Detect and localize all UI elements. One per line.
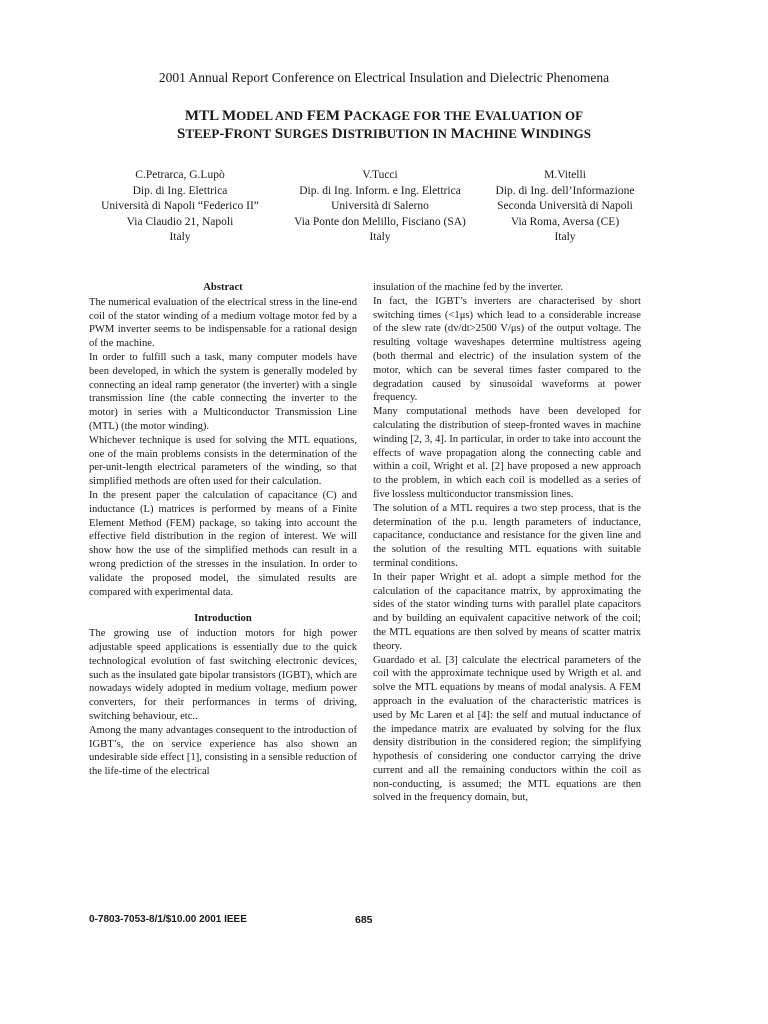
author-1 xyxy=(80,168,280,246)
author-address: Via Roma, Aversa (CE) xyxy=(510,215,620,228)
title-text: ISTRIBUTION IN xyxy=(342,126,447,141)
author-country: Italy xyxy=(169,231,191,244)
abstract-paragraph: Whichever technique is used for solving the MTL equations, one of the main problems consists in the determination of the per-unit-length electrical parameters of the winding, so that simplified methods are often used for their calculation. xyxy=(89,434,357,488)
introduction-heading: Introduction xyxy=(194,613,252,625)
body-paragraph: insulation of the machine fed by the inverter. xyxy=(373,282,564,293)
title-text: M xyxy=(446,126,465,142)
right-column xyxy=(373,281,641,805)
author-2 xyxy=(280,168,480,246)
author-country: Italy xyxy=(369,231,391,244)
abstract-paragraph: In the present paper the calculation of capacitance (C) and inductance (L) matrices is performed by means of a Finite Element Method (FEM) package, so taking into account the effective field distribution in the region of interest. We will show how the use of the simplified methods can result in a wrong prediction of the stresses in the insulation. In order to validate the proposed model, the simulated results are compared with experimental data. xyxy=(89,489,357,598)
body-paragraph: In fact, the IGBT’s inverters are characterised by short switching times (<1μs) which lead to a considerable increase of the slew rate (dv/dt>2500 V/μs) of the output voltage. The resulting voltage waveshapes determine multistress ageing (both thermal and electric) of the insulation system of the motor, which can be several times faster compared to the degradation caused by sinusoidal waveforms at power frequency. xyxy=(373,295,641,404)
title-text: MTL M xyxy=(184,108,237,124)
abstract-paragraph: The numerical evaluation of the electrical stress in the line-end coil of the stator winding of a medium voltage motor fed by a PWM inverter seems to be indispensable for a rational design of the machine. xyxy=(89,296,357,350)
abstract-paragraph: In order to fulfill such a task, many computer models have been developed, in which the system is generally modeled by connecting an ideal ramp generator (the inverter) with a single transmission line (the cable connecting the inverter to the motor) in series with a Multiconductor Transmission Line (MTL) (the motor winding). xyxy=(89,351,357,432)
author-affiliation: Università di Salerno xyxy=(331,200,429,213)
author-affiliation: Dip. di Ing. Elettrica xyxy=(132,184,228,197)
author-name: M.Vitelli xyxy=(544,169,586,181)
page-number: 685 xyxy=(355,914,373,926)
title-text: ACHINE xyxy=(464,126,517,141)
body-paragraph: Guardado et al. [3] calculate the electrical parameters of the coil with the approximate technique used by Wrigth et al. and solve the MTL equations by means of modal analysis. A FEM approach in the evaluation of the characteristic matrices is used by Mc Laren et al [4]: the self and mutual inductance of the impedance matrix are evaluated by solving for the flux density distribution in the considered region; the simplifying hypothesis of considering one conductor carrying the drive current and all the remaining conductors within the coil as non-conducting, is assumed; the MTL equations are then solved in the frequency domain, but, xyxy=(373,654,641,804)
title-text: ODEL AND xyxy=(236,108,303,123)
body-paragraph: Many computational methods have been developed for calculating the distribution of steep-fronted waves in machine winding [2, 3, 4]. In particular, in order to take into account the effects of wave propagation along the connecting cable and within a coil, Wright et al. [2] have proposed a new approach to the problem, in which each coil is modelled as a series of five lossless multiconductor transmission lines. xyxy=(373,406,641,500)
author-address: Via Claudio 21, Napoli xyxy=(126,215,234,228)
author-affiliation: Dip. di Ing. dell’Informazione xyxy=(495,184,635,197)
author-country: Italy xyxy=(554,231,576,244)
author-affiliation: Università di Napoli “Federico II” xyxy=(101,200,259,213)
paper-title xyxy=(0,107,768,143)
abstract-heading: Abstract xyxy=(203,282,243,293)
introduction-paragraph: Among the many advantages consequent to the introduction of IGBT’s, the on service experience has also shown an undesirable side effect [1], consisting in a sensible reduction of the life-time of the electrical xyxy=(89,724,357,778)
introduction-paragraph: The growing use of induction motors for high power adjustable speed applications is essentially due to the quick technological evolution of fast switching electronic devices, such as the insulated gate bipolar transistors (IGBT), which are nowadays widely adopted in medium voltage, medium power converters, for their performances in terms of driving, switching behaviour, etc.. xyxy=(89,628,357,722)
author-affiliation: Seconda Università di Napoli xyxy=(497,200,633,213)
body-paragraph: In their paper Wright et al. adopt a simple method for the calculation of the capacitance matrix, by approximating the sides of the stator winding turns with parallel plate capacitors and by building an equivalent capacitive network of the coil; the MTL equations are then solved by means of scatter matrix theory. xyxy=(373,571,641,652)
author-3 xyxy=(470,168,660,246)
title-text: E xyxy=(471,108,485,124)
title-text: FEM P xyxy=(302,108,353,124)
left-column xyxy=(89,281,357,779)
title-text: -F xyxy=(219,126,234,142)
title-text: S xyxy=(271,126,284,142)
title-text: W xyxy=(516,126,536,142)
title-text: INDINGS xyxy=(535,126,591,141)
title-text: S xyxy=(177,126,186,142)
copyright-notice: 0-7803-7053-8/1/$10.00 2001 IEEE xyxy=(89,914,247,925)
title-text: TEEP xyxy=(185,126,220,141)
conference-header: 2001 Annual Report Conference on Electrical Insulation and Dielectric Phenomena xyxy=(158,70,610,85)
title-text: URGES xyxy=(283,126,328,141)
author-affiliation: Dip. di Ing. Inform. e Ing. Elettrica xyxy=(299,184,461,197)
title-text: VALUATION OF xyxy=(484,108,584,123)
title-line-1 xyxy=(0,107,768,125)
author-name: C.Petrarca, G.Lupò xyxy=(135,169,225,181)
title-text: ACKAGE FOR THE xyxy=(352,108,472,123)
author-name: V.Tucci xyxy=(362,169,398,181)
title-text: D xyxy=(327,126,343,142)
title-text: RONT xyxy=(233,126,272,141)
body-paragraph: The solution of a MTL requires a two step process, that is the determination of the p.u. length parameters of inductance, capacitance, conductance and resistance for the given line and the solution of the resulting MTL equations with suitable terminal conditions. xyxy=(373,502,641,569)
author-address: Via Ponte don Melillo, Fisciano (SA) xyxy=(294,215,466,228)
title-line-2 xyxy=(0,125,768,143)
